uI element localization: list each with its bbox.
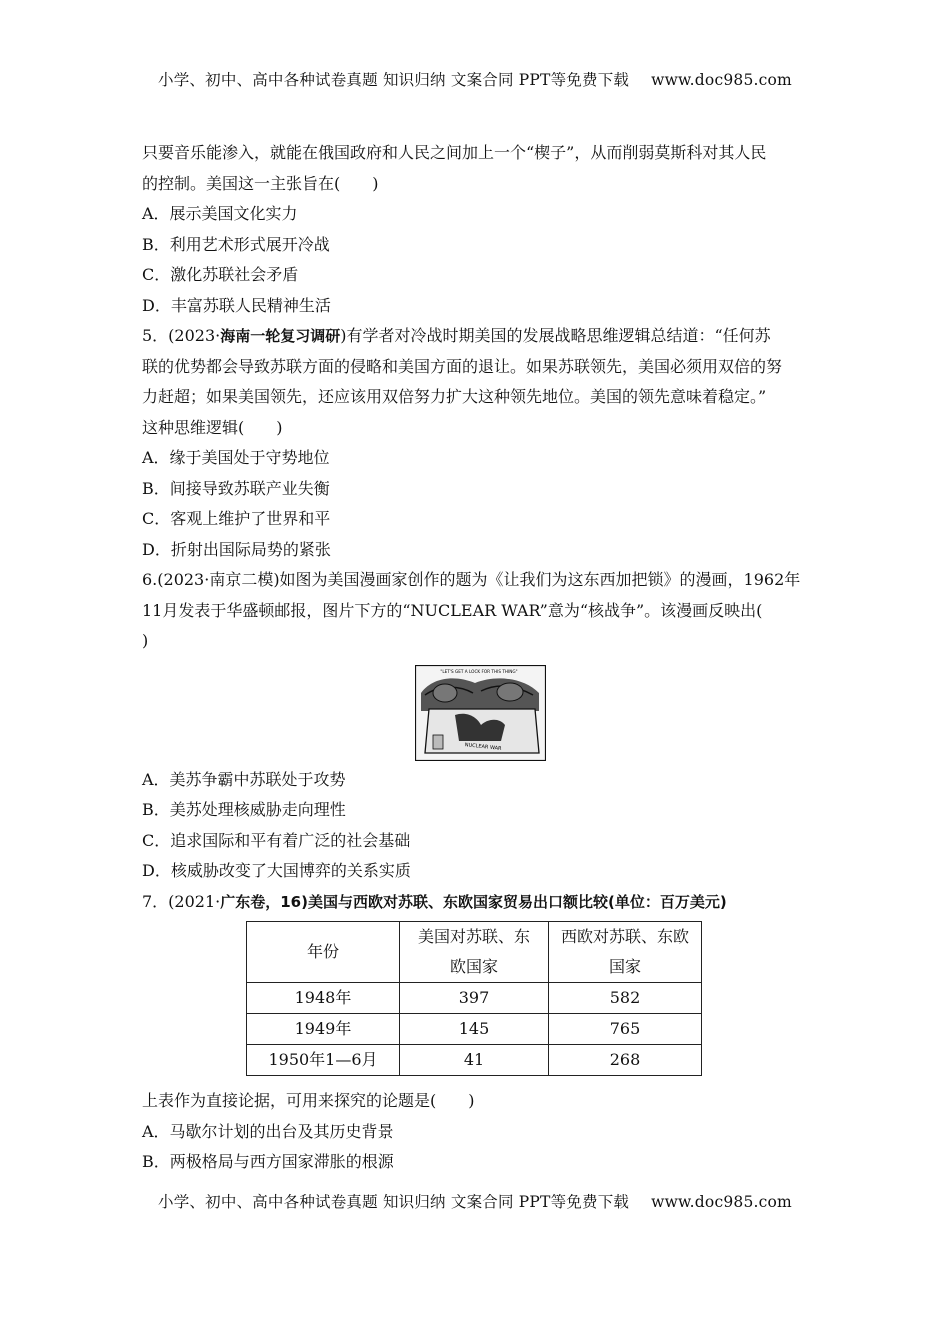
q5-option-d: D．折射出国际局势的紧张 <box>142 539 331 559</box>
question-6 <box>142 565 818 887</box>
table-cell: 41 <box>400 1045 549 1076</box>
page-header <box>0 68 950 90</box>
q6-stem-line: 6.(2023·南京二模)如图为美国漫画家创作的题为《让我们为这东西加把锁》的漫画，1962年 <box>142 570 801 589</box>
q4-option-d: D．丰富苏联人民精神生活 <box>142 295 331 315</box>
q6-option-c: C．追求国际和平有着广泛的社会基础 <box>142 830 411 850</box>
footer-text: 小学、初中、高中各种试卷真题 知识归纳 文案合同 PPT等免费下载 <box>158 1193 630 1211</box>
q5-source: 海南一轮复习调研 <box>220 327 341 345</box>
q5-stem-line: 这种思维逻辑( ) <box>142 417 283 437</box>
cartoon-image <box>415 665 546 761</box>
cartoon-label: NUCLEAR WAR <box>463 741 502 752</box>
document-body <box>142 138 818 1178</box>
table-row <box>247 1014 702 1045</box>
table-header-us: 美国对苏联、东 欧国家 <box>400 922 549 983</box>
q7-stem-line: 上表作为直接论据，可用来探究的论题是( ) <box>142 1091 475 1110</box>
table-row <box>247 983 702 1014</box>
q6-stem-line: ) <box>142 631 149 650</box>
table-cell: 1948年 <box>247 983 400 1014</box>
q5-stem-first: )有学者对冷战时期美国的发展战略思维逻辑总结道：“任何苏 <box>340 326 771 345</box>
q6-option-a: A．美苏争霸中苏联处于攻势 <box>142 769 346 789</box>
table-cell: 145 <box>400 1014 549 1045</box>
q5-number: 5．(2023· <box>142 326 221 345</box>
header-site-link[interactable]: www.doc985.com <box>651 71 792 89</box>
trade-table <box>246 921 702 1076</box>
q7-option-a: A．马歇尔计划的出台及其历史背景 <box>142 1121 394 1141</box>
q6-stem-line: 11月发表于华盛顿邮报，图片下方的“NUCLEAR WAR”意为“核战争”。该漫画反映出( <box>142 600 763 620</box>
q5-option-a: A．缘于美国处于守势地位 <box>142 448 330 467</box>
table-header-row <box>247 922 702 983</box>
q4-option-c: C．激化苏联社会矛盾 <box>142 265 299 284</box>
q4-stem-line: 只要音乐能渗入，就能在俄国政府和人民之间加上一个“楔子”，从而削弱莫斯科对其人民 <box>142 143 767 162</box>
q7-number: 7．(2021· <box>142 891 221 911</box>
q6-option-b: B．美苏处理核威胁走向理性 <box>142 800 346 819</box>
q6-option-d: D．核威胁改变了大国博弈的关系实质 <box>142 861 411 880</box>
q5-option-c: C．客观上维护了世界和平 <box>142 509 331 528</box>
cartoon-caption: "LET'S GET A LOCK FOR THIS THING" <box>439 668 518 674</box>
table-row <box>247 1045 702 1076</box>
question-4 <box>142 138 818 321</box>
table-cell: 397 <box>400 983 549 1014</box>
q7-source: 广东卷，16)美国与西欧对苏联、东欧国家贸易出口额比较(单位：百万美元) <box>220 892 727 911</box>
table-header-west-europe: 西欧对苏联、东欧 国家 <box>549 922 702 983</box>
table-cell: 582 <box>549 983 702 1014</box>
table-cell: 1950年1—6月 <box>247 1045 400 1076</box>
q5-stem-line: 力赶超；如果美国领先，还应该用双倍努力扩大这种领先地位。美国的领先意味着稳定。” <box>142 387 767 406</box>
q4-stem-line: 的控制。美国这一主张旨在( ) <box>142 173 379 193</box>
header-text: 小学、初中、高中各种试卷真题 知识归纳 文案合同 PPT等免费下载 <box>158 71 630 89</box>
table-cell: 268 <box>549 1045 702 1076</box>
question-5 <box>142 321 818 565</box>
q5-option-b: B．间接导致苏联产业失衡 <box>142 478 330 498</box>
q7-title <box>142 887 818 918</box>
q5-stem-line: 联的优势都会导致苏联方面的侵略和美国方面的退让。如果苏联领先，美国必须用双倍的努 <box>142 356 783 376</box>
page-footer <box>0 1190 950 1212</box>
q4-option-a: A．展示美国文化实力 <box>142 204 298 223</box>
q5-stem-line <box>142 321 818 352</box>
table-cell: 1949年 <box>247 1014 400 1045</box>
q7-option-b: B．两极格局与西方国家滞胀的根源 <box>142 1152 394 1171</box>
q4-option-b: B．利用艺术形式展开冷战 <box>142 234 330 254</box>
table-cell: 765 <box>549 1014 702 1045</box>
table-header-year: 年份 <box>247 922 400 983</box>
footer-site-link[interactable]: www.doc985.com <box>651 1193 792 1211</box>
question-7 <box>142 887 818 1178</box>
